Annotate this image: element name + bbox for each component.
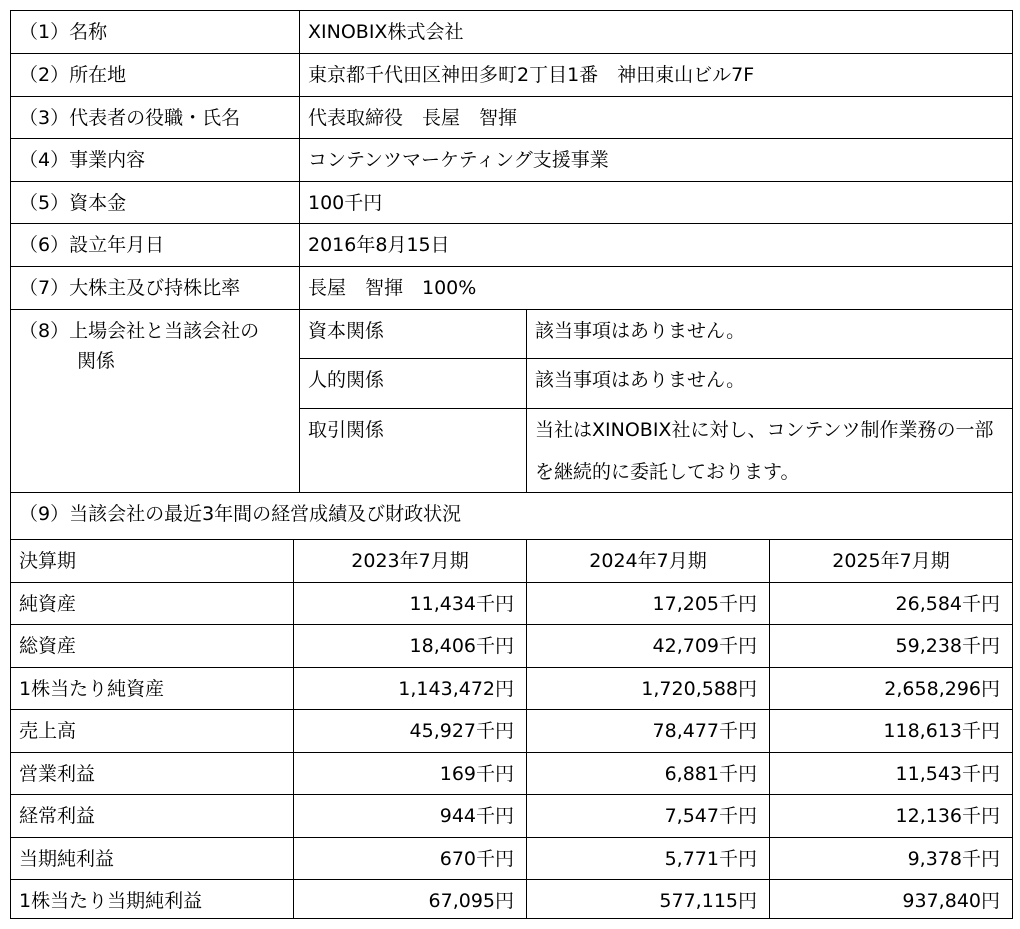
fin-cell: 12,136千円 bbox=[770, 795, 1013, 838]
relationship-label-line1: （8）上場会社と当該会社の bbox=[19, 320, 260, 342]
relation-value-capital: 該当事項はありません。 bbox=[527, 310, 1013, 359]
fin-label-net-assets: 純資産 bbox=[11, 583, 294, 625]
relation-value-personnel: 該当事項はありません。 bbox=[527, 359, 1013, 409]
fin-cell: 937,840円 bbox=[770, 880, 1013, 919]
fin-cell: 78,477千円 bbox=[527, 710, 770, 753]
fin-label-ordinary-income: 経常利益 bbox=[11, 795, 294, 838]
relation-type-transaction: 取引関係 bbox=[300, 409, 527, 493]
fin-label-bps: 1株当たり純資産 bbox=[11, 668, 294, 710]
label-shareholders: （7）大株主及び持株比率 bbox=[11, 267, 300, 310]
fin-cell: 118,613千円 bbox=[770, 710, 1013, 753]
label-relationship bbox=[11, 310, 300, 493]
fin-cell: 11,543千円 bbox=[770, 753, 1013, 795]
fin-cell: 7,547千円 bbox=[527, 795, 770, 838]
label-address: （2）所在地 bbox=[11, 54, 300, 97]
fin-cell: 42,709千円 bbox=[527, 625, 770, 668]
value-representative: 代表取締役 長屋 智揮 bbox=[300, 97, 1013, 139]
fin-cell: 17,205千円 bbox=[527, 583, 770, 625]
fin-cell: 9,378千円 bbox=[770, 838, 1013, 880]
value-business: コンテンツマーケティング支援事業 bbox=[300, 139, 1013, 182]
fin-cell: 670千円 bbox=[294, 838, 527, 880]
fin-cell: 2,658,296円 bbox=[770, 668, 1013, 710]
fin-cell: 1,720,588円 bbox=[527, 668, 770, 710]
relation-type-personnel: 人的関係 bbox=[300, 359, 527, 409]
company-overview-table bbox=[10, 10, 1013, 919]
value-established: 2016年8月15日 bbox=[300, 224, 1013, 267]
fin-cell: 1,143,472円 bbox=[294, 668, 527, 710]
label-established: （6）設立年月日 bbox=[11, 224, 300, 267]
fin-cell: 67,095円 bbox=[294, 880, 527, 919]
fin-cell: 59,238千円 bbox=[770, 625, 1013, 668]
fin-cell: 11,434千円 bbox=[294, 583, 527, 625]
relation-value-transaction: 当社はXINOBIX社に対し、コンテンツ制作業務の一部を継続的に委託しております。 bbox=[527, 409, 1013, 493]
fin-header-2023: 2023年7月期 bbox=[294, 540, 527, 583]
fin-cell: 169千円 bbox=[294, 753, 527, 795]
value-shareholders: 長屋 智揮 100% bbox=[300, 267, 1013, 310]
fin-header-2024: 2024年7月期 bbox=[527, 540, 770, 583]
fin-label-eps: 1株当たり当期純利益 bbox=[11, 880, 294, 919]
fin-cell: 45,927千円 bbox=[294, 710, 527, 753]
label-capital: （5）資本金 bbox=[11, 182, 300, 224]
fin-cell: 5,771千円 bbox=[527, 838, 770, 880]
fin-label-operating-income: 営業利益 bbox=[11, 753, 294, 795]
fin-cell: 577,115円 bbox=[527, 880, 770, 919]
fin-header-period: 決算期 bbox=[11, 540, 294, 583]
financials-title: （9）当該会社の最近3年間の経営成績及び財政状況 bbox=[11, 493, 1013, 540]
label-representative: （3）代表者の役職・氏名 bbox=[11, 97, 300, 139]
fin-label-net-income: 当期純利益 bbox=[11, 838, 294, 880]
fin-cell: 944千円 bbox=[294, 795, 527, 838]
relation-type-capital: 資本関係 bbox=[300, 310, 527, 359]
value-name: XINOBIX株式会社 bbox=[300, 11, 1013, 54]
label-name: （1）名称 bbox=[11, 11, 300, 54]
fin-cell: 6,881千円 bbox=[527, 753, 770, 795]
fin-cell: 18,406千円 bbox=[294, 625, 527, 668]
label-business: （4）事業内容 bbox=[11, 139, 300, 182]
value-capital: 100千円 bbox=[300, 182, 1013, 224]
fin-cell: 26,584千円 bbox=[770, 583, 1013, 625]
fin-label-total-assets: 総資産 bbox=[11, 625, 294, 668]
fin-label-sales: 売上高 bbox=[11, 710, 294, 753]
value-address: 東京都千代田区神田多町2丁目1番 神田東山ビル7F bbox=[300, 54, 1013, 97]
fin-header-2025: 2025年7月期 bbox=[770, 540, 1013, 583]
relationship-label-line2: 関係 bbox=[77, 350, 116, 372]
